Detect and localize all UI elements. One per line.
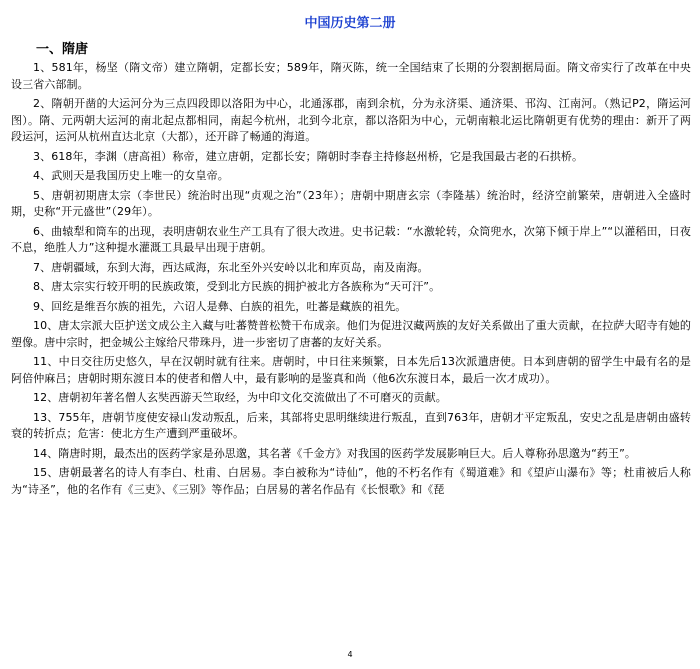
paragraph-11: 11、中日交往历史悠久，早在汉朝时就有往来。唐朝时，中日往来频繁，日本先后13次派遣唐使。日本到唐朝的留学生中最有名的是阿倍仲麻吕；唐朝时期东渡日本的使者和僧人中，最有影响的是鉴真和尚（他6次东渡日本，最后一次才成功）。	[11, 355, 691, 385]
page-title: 中国历史第二册	[304, 16, 396, 31]
paragraph-2: 2、隋朝开凿的大运河分为三点四段即以洛阳为中心，北通涿郡，南到余杭，分为永济渠、通济渠、邗沟、江南河。（熟记P2，隋运河图）。隋、元两朝大运河的南北起点都相同，南起今杭州，北到今北京，都以洛阳为中心，元朝南粮北运比隋朝更有优势的理由：新开了两段运河，运河从杭州直达北京（大都），还开辟了畅通的海道。	[11, 97, 691, 143]
page-number: 4	[347, 650, 353, 659]
paragraph-10: 10、唐太宗派大臣护送文成公主入藏与吐蕃赞普松赞干布成亲。他们为促进汉藏两族的友好关系做出了重大贡献，在拉萨大昭寺有她的塑像。唐中宗时，把金城公主嫁给尺带珠丹，进一步密切了唐蕃的友好关系。	[11, 319, 691, 349]
paragraph-6: 6、曲辕犁和筒车的出现，表明唐朝农业生产工具有了很大改进。史书记载：“水激轮转，众筒兜水，次第下倾于岸上”“以灌稻田，日夜不息，绝胜人力”这种提水灌溉工具最早出现于唐朝。	[11, 224, 691, 254]
paragraph-1: 1、581年，杨坚（隋文帝）建立隋朝，定都长安；589年，隋灭陈，统一全国结束了长期的分裂割据局面。隋文帝实行了改革在中央设三省六部制。	[11, 61, 691, 91]
paragraph-4: 4、武则天是我国历史上唯一的女皇帝。	[33, 169, 229, 182]
document-body	[11, 60, 691, 501]
paragraph-15: 15、唐朝最著名的诗人有李白、杜甫、白居易。李白被称为“诗仙”，他的不朽名作有《蜀道难》和《望庐山瀑布》等；杜甫被后人称为“诗圣”，他的名作有《三吏》、《三别》等作品；白居易的著名作品有《长恨歌》和《琵	[11, 466, 691, 496]
paragraph-14: 14、隋唐时期，最杰出的医药学家是孙思邈，其名著《千金方》对我国的医药学发展影响巨大。后人尊称孙思邈为“药王”。	[33, 446, 636, 460]
section-heading: 一、隋唐	[36, 42, 89, 57]
paragraph-7: 7、唐朝疆域，东到大海，西达咸海，东北至外兴安岭以北和库页岛，南及南海。	[33, 260, 429, 274]
paragraph-3: 3、618年，李渊（唐高祖）称帝，建立唐朝，定都长安；隋朝时李春主持修赵州桥，它是我国最古老的石拱桥。	[33, 149, 584, 163]
paragraph-5: 5、唐朝初期唐太宗（李世民）统治时出现“贞观之治”（23年）；唐朝中期唐玄宗（李隆基）统治时，经济空前繁荣，唐朝进入全盛时期，史称“开元盛世”（29年）。	[11, 188, 691, 218]
paragraph-9: 9、回纥是维吾尔族的祖先，六诏人是彝、白族的祖先，吐蕃是藏族的祖先。	[33, 299, 407, 313]
paragraph-13: 13、755年，唐朝节度使安禄山发动叛乱，后来，其部将史思明继续进行叛乱，直到763年，唐朝才平定叛乱，安史之乱是唐朝由盛转衰的转折点；危害：使北方生产遭到严重破坏。	[11, 410, 691, 440]
paragraph-12: 12、唐朝初年著名僧人玄奘西游天竺取经，为中印文化交流做出了不可磨灭的贡献。	[33, 391, 447, 404]
paragraph-8: 8、唐太宗实行较开明的民族政策，受到北方民族的拥护被北方各族称为“天可汗”。	[33, 280, 441, 293]
